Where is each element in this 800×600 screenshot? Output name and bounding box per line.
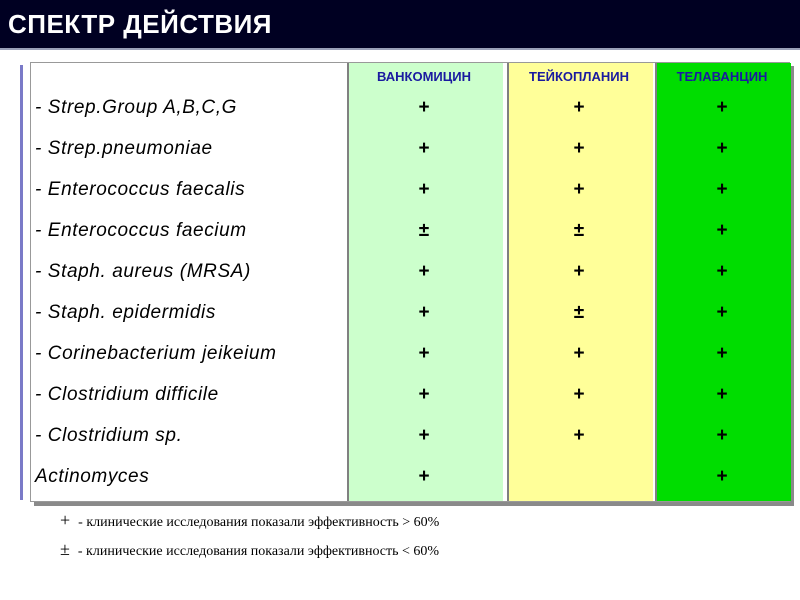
telavancin-activity: +	[716, 425, 728, 446]
telavancin-activity: +	[716, 343, 728, 364]
organism-name: - Strep.pneumoniae	[35, 138, 213, 159]
vancomycin-activity: +	[418, 97, 430, 118]
telavancin-activity: +	[716, 97, 728, 118]
teicoplanin-activity: +	[573, 261, 585, 282]
telavancin-activity: +	[716, 302, 728, 323]
teicoplanin-activity: ±	[573, 302, 585, 323]
table-row	[31, 458, 789, 498]
telavancin-activity: +	[716, 138, 728, 159]
organism-name: - Staph. aureus (MRSA)	[35, 261, 251, 282]
legend-text: - клинические исследования показали эффективность < 60%	[77, 544, 440, 559]
teicoplanin-activity: +	[573, 343, 585, 364]
table-row	[31, 171, 789, 211]
table-row	[31, 212, 789, 252]
telavancin-activity: +	[716, 261, 728, 282]
teicoplanin-activity: +	[573, 138, 585, 159]
table-row	[31, 89, 789, 129]
organism-name: - Corinebacterium jeikeium	[35, 343, 277, 364]
organism-name: - Clostridium difficile	[35, 384, 219, 405]
legend-symbol: +	[60, 510, 71, 530]
teicoplanin-activity: +	[573, 179, 585, 200]
vancomycin-activity: +	[418, 138, 430, 159]
telavancin-activity: +	[716, 220, 728, 241]
teicoplanin-activity: +	[573, 425, 585, 446]
organism-name: - Enterococcus faecalis	[35, 179, 246, 200]
column-header-teicoplanin: ТЕЙКОПЛАНИН	[529, 69, 629, 84]
vancomycin-activity: +	[418, 425, 430, 446]
vancomycin-activity: ±	[418, 220, 430, 241]
vancomycin-activity: +	[418, 466, 430, 487]
slide-title: СПЕКТР ДЕЙСТВИЯ	[8, 9, 272, 39]
table-row	[31, 253, 789, 293]
left-accent-rule	[20, 65, 23, 500]
organism-name: - Enterococcus faecium	[35, 220, 247, 241]
legend-item	[60, 539, 439, 560]
teicoplanin-activity: ±	[573, 220, 585, 241]
vancomycin-activity: +	[418, 302, 430, 323]
vancomycin-activity: +	[418, 343, 430, 364]
table-row	[31, 130, 789, 170]
legend-symbol: ±	[60, 539, 70, 559]
column-header-vancomycin: ВАНКОМИЦИН	[377, 69, 471, 84]
table-row	[31, 417, 789, 457]
telavancin-activity: +	[716, 179, 728, 200]
spectrum-table	[30, 62, 790, 502]
teicoplanin-activity: +	[573, 97, 585, 118]
title-bar	[0, 0, 800, 50]
organism-name: - Strep.Group A,B,C,G	[35, 97, 237, 118]
organism-name: - Clostridium sp.	[35, 425, 183, 446]
vancomycin-activity: +	[418, 384, 430, 405]
column-header-telavancin: ТЕЛАВАНЦИН	[676, 69, 768, 84]
table-row	[31, 335, 789, 375]
organism-name: Actinomyces	[35, 466, 150, 487]
vancomycin-activity: +	[418, 179, 430, 200]
teicoplanin-activity: +	[573, 384, 585, 405]
telavancin-activity: +	[716, 466, 728, 487]
table-row	[31, 376, 789, 416]
organism-name: - Staph. epidermidis	[35, 302, 216, 323]
legend-item	[60, 510, 439, 531]
table-row	[31, 294, 789, 334]
legend-text: - клинические исследования показали эффективность > 60%	[78, 515, 440, 530]
telavancin-activity: +	[716, 384, 728, 405]
vancomycin-activity: +	[418, 261, 430, 282]
